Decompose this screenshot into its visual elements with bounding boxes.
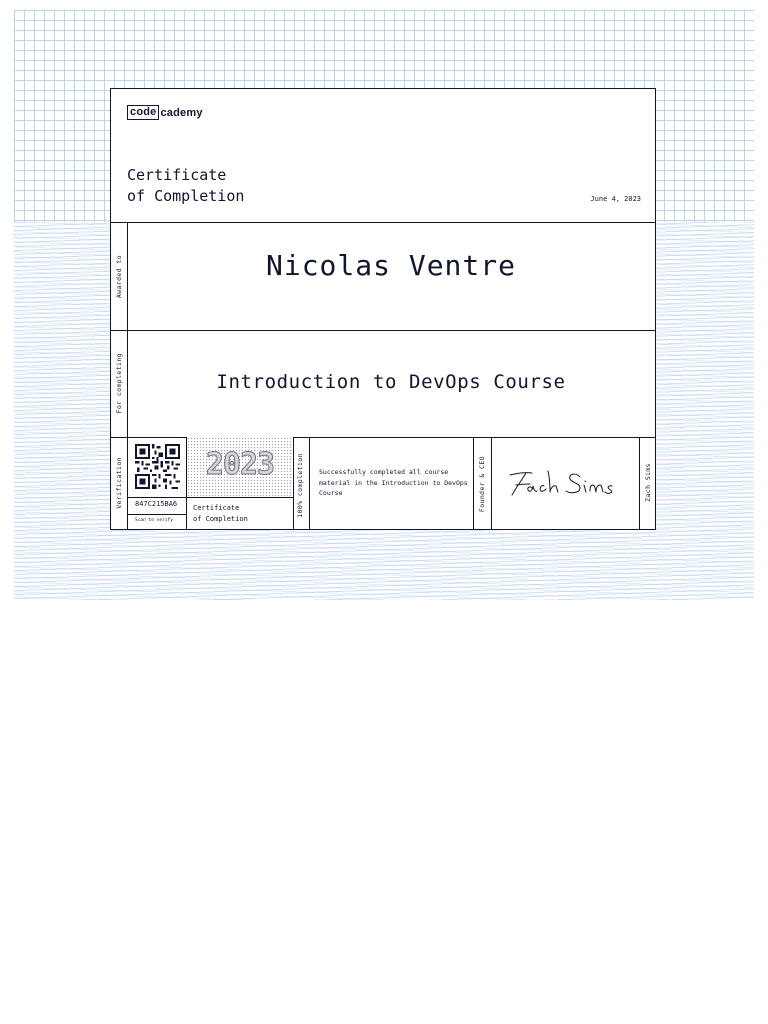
divider xyxy=(309,437,310,530)
signature-icon xyxy=(506,461,634,501)
founder-label: Founder & CEO xyxy=(478,456,486,513)
logo-cademy: cademy xyxy=(160,106,203,119)
divider xyxy=(127,514,186,515)
divider xyxy=(186,497,293,498)
divider xyxy=(111,330,655,331)
certificate-title: Certificate of Completion xyxy=(127,166,245,205)
logo xyxy=(127,105,203,120)
course-name: Introduction to DevOps Course xyxy=(216,371,566,393)
completion-label: 100% completion xyxy=(296,453,304,518)
divider xyxy=(293,437,294,530)
divider xyxy=(473,437,474,530)
issue-date: June 4, 2023 xyxy=(590,195,641,203)
scan-to-verify: Scan to verify xyxy=(135,518,173,523)
recipient-name: Nicolas Ventre xyxy=(265,249,516,282)
divider xyxy=(111,222,655,223)
divider xyxy=(491,437,492,530)
verification-label: Verification xyxy=(115,457,123,509)
qr-code-icon[interactable] xyxy=(135,444,180,489)
signer-name: Zach Sims xyxy=(644,463,652,502)
for-completing-label: For completing xyxy=(115,353,123,414)
verification-code: 847C215BA6 xyxy=(135,500,178,508)
certificate xyxy=(110,88,656,530)
divider xyxy=(127,497,186,498)
divider xyxy=(639,437,640,530)
completion-description: Successfully completed all course material in the Introduction to DevOps Course xyxy=(319,468,468,497)
year-text: 2023 xyxy=(205,447,275,482)
logo-code: code xyxy=(127,105,159,120)
awarded-label: Awarded to xyxy=(115,255,123,299)
year-badge xyxy=(187,437,293,497)
small-certificate-title: Certificate of Completion xyxy=(193,504,248,523)
